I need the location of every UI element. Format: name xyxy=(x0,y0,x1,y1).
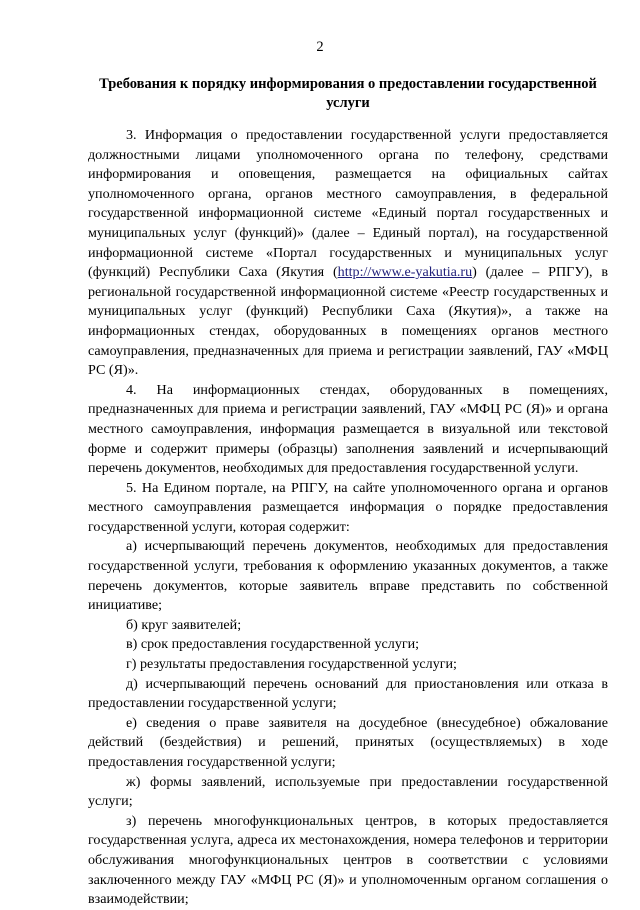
paragraph-5: 5. На Едином портале, на РПГУ, на сайте уполномоченного органа и органов местного самоуправления размещается информация о порядке предоставления государственной услуги, которая содержит: xyxy=(88,479,608,535)
paragraph-3 xyxy=(88,126,608,381)
list-item-a: а) исчерпывающий перечень документов, необходимых для предоставления государственной услуги, требования к оформлению указанных документов, а также перечень документов, которые заявитель вправе представить по собственной инициативе; xyxy=(88,538,608,614)
paragraph-3-text-end: ) (далее – РПГУ), в региональной государственной информационной системе «Реестр государственных и муниципальных услуг (функций) Республики Саха (Якутия)», а также на информационных стендах, оборудованных в помещениях органов местного самоуправления, предназначенных для приема и регистрации заявлений, ГАУ «МФЦ РС (Я)». xyxy=(88,264,608,379)
section-title: Требования к порядку информирования о предоставлении государственной услуги xyxy=(99,76,597,111)
e-yakutia-link[interactable]: http://www.e-yakutia.ru xyxy=(337,264,473,281)
list-item-d: д) исчерпывающий перечень оснований для приостановления или отказа в предоставлении государственной услуги; xyxy=(88,675,608,712)
list-item-z: з) перечень многофункциональных центров, в которых предоставляется государственная услуга, адреса их местонахождения, номера телефонов и территории обслуживания многофункциональных центров в соответствии с условиями заключенного между ГАУ «МФЦ РС (Я)» и уполномоченным органом соглашения о взаимодействии; xyxy=(88,812,608,908)
paragraph-4: 4. На информационных стендах, оборудованных в помещениях, предназначенных для приема и регистрации заявлений, ГАУ «МФЦ РС (Я)» и органа местного самоуправления, информация размещается в визуальной или текстовой форме и содержит примеры (образцы) заполнения заявлений и исчерпывающий перечень документов, необходимых для предоставления государственной услуги. xyxy=(88,381,608,477)
document-body xyxy=(88,126,608,910)
list-item-b: б) круг заявителей; xyxy=(126,616,242,633)
list-item-v: в) срок предоставления государственной услуги; xyxy=(126,636,420,653)
list-item-g: г) результаты предоставления государственной услуги; xyxy=(126,656,457,673)
paragraph-3-text-start: 3. Информация о предоставлении государственной услуги предоставляется должностными лицами уполномоченного органа по телефону, средствами информирования и оповещения, размещается на официальных сайтах уполномоченного органа, органов местного самоуправления, в федеральной государственной информационной системе «Единый портал государственных и муниципальных услуг (функций)» (далее – Единый портал), на государственной информационной системе «Портал государственных и муниципальных услуг (функций) Республики Саха (Якутия ( xyxy=(88,127,608,281)
list-item-zh: ж) формы заявлений, используемые при предоставлении государственной услуги; xyxy=(88,773,608,810)
list-item-e: е) сведения о праве заявителя на досудебное (внесудебное) обжалование действий (бездействия) и решений, принятых (осуществляемых) в ходе предоставления государственной услуги; xyxy=(88,714,608,770)
page-number: 2 xyxy=(316,39,324,55)
